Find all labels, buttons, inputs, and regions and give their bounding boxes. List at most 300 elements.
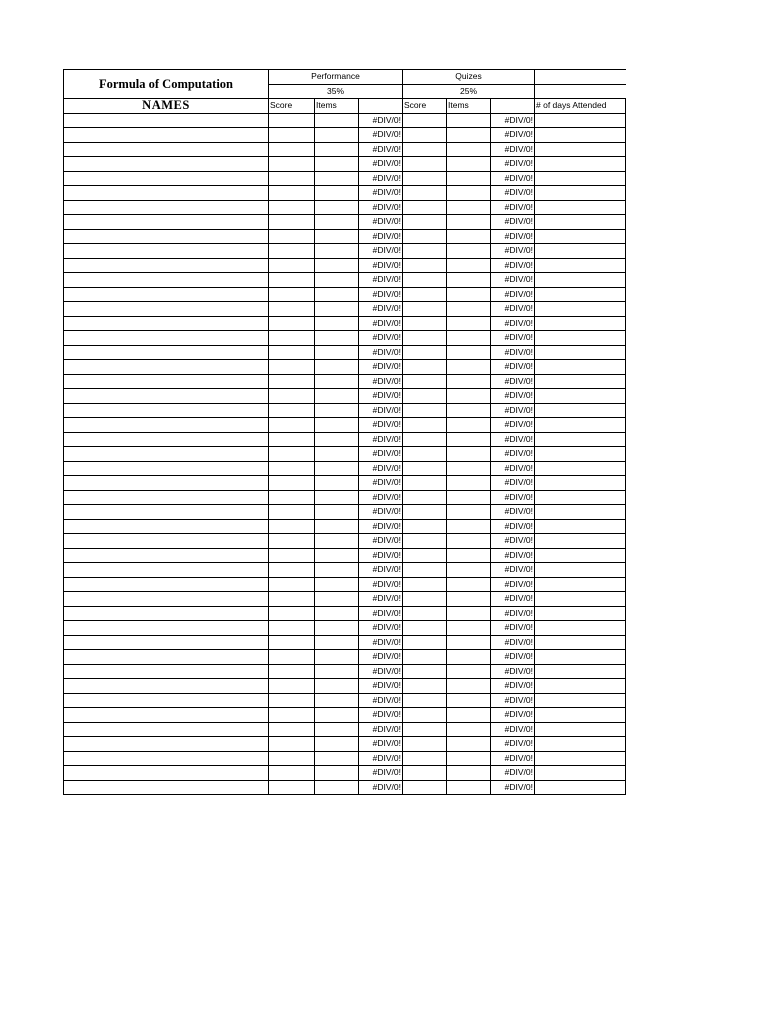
- quizes-score-cell[interactable]: [403, 403, 447, 418]
- performance-result-cell[interactable]: #DIV/0!: [359, 490, 403, 505]
- quizes-result-cell[interactable]: #DIV/0!: [491, 389, 535, 404]
- performance-result-cell[interactable]: #DIV/0!: [359, 505, 403, 520]
- performance-items-cell[interactable]: [315, 563, 359, 578]
- quizes-score-cell[interactable]: [403, 780, 447, 795]
- student-name-cell[interactable]: [64, 751, 269, 766]
- performance-items-cell[interactable]: [315, 273, 359, 288]
- performance-result-cell[interactable]: #DIV/0!: [359, 476, 403, 491]
- quizes-result-cell[interactable]: #DIV/0!: [491, 635, 535, 650]
- quizes-result-cell[interactable]: #DIV/0!: [491, 142, 535, 157]
- student-name-cell[interactable]: [64, 621, 269, 636]
- quizes-score-cell[interactable]: [403, 186, 447, 201]
- performance-items-cell[interactable]: [315, 679, 359, 694]
- performance-result-cell[interactable]: #DIV/0!: [359, 244, 403, 259]
- performance-score-cell[interactable]: [269, 186, 315, 201]
- performance-items-cell[interactable]: [315, 476, 359, 491]
- performance-score-cell[interactable]: [269, 650, 315, 665]
- quizes-score-cell[interactable]: [403, 171, 447, 186]
- quizes-items-cell[interactable]: [447, 389, 491, 404]
- performance-score-cell[interactable]: [269, 229, 315, 244]
- quizes-items-cell[interactable]: [447, 403, 491, 418]
- performance-items-cell[interactable]: [315, 722, 359, 737]
- student-name-cell[interactable]: [64, 490, 269, 505]
- days-attended-cell[interactable]: [535, 548, 626, 563]
- student-name-cell[interactable]: [64, 229, 269, 244]
- performance-score-cell[interactable]: [269, 708, 315, 723]
- quizes-score-cell[interactable]: [403, 229, 447, 244]
- quizes-result-cell[interactable]: #DIV/0!: [491, 447, 535, 462]
- performance-score-cell[interactable]: [269, 331, 315, 346]
- performance-result-cell[interactable]: #DIV/0!: [359, 403, 403, 418]
- quizes-items-cell[interactable]: [447, 722, 491, 737]
- quizes-score-cell[interactable]: [403, 345, 447, 360]
- student-name-cell[interactable]: [64, 360, 269, 375]
- performance-result-cell[interactable]: #DIV/0!: [359, 128, 403, 143]
- days-attended-cell[interactable]: [535, 490, 626, 505]
- performance-score-cell[interactable]: [269, 215, 315, 230]
- quizes-result-cell[interactable]: #DIV/0!: [491, 331, 535, 346]
- performance-result-cell[interactable]: #DIV/0!: [359, 606, 403, 621]
- student-name-cell[interactable]: [64, 171, 269, 186]
- performance-score-cell[interactable]: [269, 273, 315, 288]
- performance-score-cell[interactable]: [269, 316, 315, 331]
- quizes-score-cell[interactable]: [403, 418, 447, 433]
- quizes-score-cell[interactable]: [403, 374, 447, 389]
- days-attended-cell[interactable]: [535, 534, 626, 549]
- quizes-score-cell[interactable]: [403, 244, 447, 259]
- student-name-cell[interactable]: [64, 258, 269, 273]
- quizes-items-cell[interactable]: [447, 316, 491, 331]
- student-name-cell[interactable]: [64, 389, 269, 404]
- quizes-score-cell[interactable]: [403, 534, 447, 549]
- performance-score-cell[interactable]: [269, 635, 315, 650]
- performance-result-cell[interactable]: #DIV/0!: [359, 287, 403, 302]
- performance-items-cell[interactable]: [315, 345, 359, 360]
- days-attended-cell[interactable]: [535, 113, 626, 128]
- performance-result-cell[interactable]: #DIV/0!: [359, 679, 403, 694]
- quizes-items-cell[interactable]: [447, 693, 491, 708]
- performance-items-cell[interactable]: [315, 432, 359, 447]
- quizes-score-cell[interactable]: [403, 679, 447, 694]
- days-attended-cell[interactable]: [535, 606, 626, 621]
- quizes-items-cell[interactable]: [447, 679, 491, 694]
- quizes-items-cell[interactable]: [447, 374, 491, 389]
- quizes-group-header[interactable]: Quizes: [403, 70, 535, 85]
- quizes-score-cell[interactable]: [403, 316, 447, 331]
- performance-score-cell[interactable]: [269, 113, 315, 128]
- days-attended-cell[interactable]: [535, 519, 626, 534]
- quizes-result-cell[interactable]: #DIV/0!: [491, 157, 535, 172]
- quizes-score-cell[interactable]: [403, 577, 447, 592]
- quizes-result-cell[interactable]: #DIV/0!: [491, 737, 535, 752]
- quizes-result-cell[interactable]: #DIV/0!: [491, 751, 535, 766]
- quizes-items-cell[interactable]: [447, 432, 491, 447]
- quizes-score-cell[interactable]: [403, 273, 447, 288]
- student-name-cell[interactable]: [64, 708, 269, 723]
- performance-items-cell[interactable]: [315, 128, 359, 143]
- quizes-result-cell[interactable]: #DIV/0!: [491, 650, 535, 665]
- performance-score-cell[interactable]: [269, 302, 315, 317]
- quizes-score-cell[interactable]: [403, 432, 447, 447]
- performance-score-cell[interactable]: [269, 142, 315, 157]
- quizes-items-cell[interactable]: [447, 461, 491, 476]
- quizes-items-cell[interactable]: [447, 273, 491, 288]
- quizes-items-cell[interactable]: [447, 345, 491, 360]
- days-attended-cell[interactable]: [535, 331, 626, 346]
- performance-items-cell[interactable]: [315, 635, 359, 650]
- days-attended-cell[interactable]: [535, 287, 626, 302]
- performance-items-cell[interactable]: [315, 360, 359, 375]
- quizes-score-cell[interactable]: [403, 606, 447, 621]
- student-name-cell[interactable]: [64, 577, 269, 592]
- quizes-items-cell[interactable]: [447, 287, 491, 302]
- quizes-result-cell[interactable]: #DIV/0!: [491, 621, 535, 636]
- quizes-result-cell[interactable]: #DIV/0!: [491, 403, 535, 418]
- performance-result-cell[interactable]: #DIV/0!: [359, 650, 403, 665]
- quizes-items-cell[interactable]: [447, 592, 491, 607]
- performance-items-cell[interactable]: [315, 766, 359, 781]
- performance-result-cell[interactable]: #DIV/0!: [359, 519, 403, 534]
- performance-score-cell[interactable]: [269, 403, 315, 418]
- days-attended-cell[interactable]: [535, 128, 626, 143]
- days-attended-cell[interactable]: [535, 563, 626, 578]
- days-attended-cell[interactable]: [535, 461, 626, 476]
- days-attended-cell[interactable]: [535, 258, 626, 273]
- quizes-result-cell[interactable]: #DIV/0!: [491, 664, 535, 679]
- performance-items-cell[interactable]: [315, 331, 359, 346]
- performance-score-cell[interactable]: [269, 780, 315, 795]
- days-attended-cell[interactable]: [535, 302, 626, 317]
- quizes-score-cell[interactable]: [403, 113, 447, 128]
- student-name-cell[interactable]: [64, 200, 269, 215]
- student-name-cell[interactable]: [64, 650, 269, 665]
- student-name-cell[interactable]: [64, 447, 269, 462]
- performance-result-cell[interactable]: #DIV/0!: [359, 577, 403, 592]
- performance-result-cell[interactable]: #DIV/0!: [359, 273, 403, 288]
- quizes-items-cell[interactable]: [447, 635, 491, 650]
- performance-result-cell[interactable]: #DIV/0!: [359, 780, 403, 795]
- quizes-result-cell[interactable]: #DIV/0!: [491, 171, 535, 186]
- quizes-result-cell[interactable]: #DIV/0!: [491, 693, 535, 708]
- performance-items-header[interactable]: Items: [315, 99, 359, 114]
- student-name-cell[interactable]: [64, 345, 269, 360]
- days-attended-cell[interactable]: [535, 447, 626, 462]
- student-name-cell[interactable]: [64, 505, 269, 520]
- student-name-cell[interactable]: [64, 142, 269, 157]
- student-name-cell[interactable]: [64, 316, 269, 331]
- student-name-cell[interactable]: [64, 113, 269, 128]
- days-attended-cell[interactable]: [535, 505, 626, 520]
- days-attended-cell[interactable]: [535, 403, 626, 418]
- days-attended-cell[interactable]: [535, 780, 626, 795]
- performance-items-cell[interactable]: [315, 737, 359, 752]
- quizes-items-cell[interactable]: [447, 563, 491, 578]
- days-attended-cell[interactable]: [535, 621, 626, 636]
- days-attended-cell[interactable]: [535, 476, 626, 491]
- performance-score-cell[interactable]: [269, 476, 315, 491]
- performance-result-cell[interactable]: #DIV/0!: [359, 171, 403, 186]
- quizes-items-cell[interactable]: [447, 171, 491, 186]
- performance-result-cell[interactable]: #DIV/0!: [359, 722, 403, 737]
- performance-score-cell[interactable]: [269, 548, 315, 563]
- quizes-items-cell[interactable]: [447, 447, 491, 462]
- performance-result-cell[interactable]: #DIV/0!: [359, 751, 403, 766]
- quizes-items-cell[interactable]: [447, 766, 491, 781]
- days-attended-cell[interactable]: [535, 157, 626, 172]
- days-attended-cell[interactable]: [535, 200, 626, 215]
- performance-result-cell[interactable]: #DIV/0!: [359, 548, 403, 563]
- performance-result-cell[interactable]: #DIV/0!: [359, 142, 403, 157]
- performance-items-cell[interactable]: [315, 258, 359, 273]
- quizes-score-cell[interactable]: [403, 287, 447, 302]
- performance-weight[interactable]: 35%: [269, 84, 403, 99]
- performance-result-cell[interactable]: #DIV/0!: [359, 461, 403, 476]
- quizes-items-cell[interactable]: [447, 577, 491, 592]
- quizes-items-header[interactable]: Items: [447, 99, 491, 114]
- quizes-result-cell[interactable]: #DIV/0!: [491, 490, 535, 505]
- quizes-score-cell[interactable]: [403, 200, 447, 215]
- quizes-score-cell[interactable]: [403, 766, 447, 781]
- quizes-items-cell[interactable]: [447, 258, 491, 273]
- days-attended-cell[interactable]: [535, 751, 626, 766]
- quizes-result-cell[interactable]: #DIV/0!: [491, 563, 535, 578]
- student-name-cell[interactable]: [64, 664, 269, 679]
- performance-items-cell[interactable]: [315, 650, 359, 665]
- quizes-items-cell[interactable]: [447, 780, 491, 795]
- performance-items-cell[interactable]: [315, 505, 359, 520]
- performance-result-cell[interactable]: #DIV/0!: [359, 737, 403, 752]
- quizes-result-cell[interactable]: #DIV/0!: [491, 432, 535, 447]
- performance-items-cell[interactable]: [315, 200, 359, 215]
- student-name-cell[interactable]: [64, 476, 269, 491]
- student-name-cell[interactable]: [64, 534, 269, 549]
- performance-result-cell[interactable]: #DIV/0!: [359, 635, 403, 650]
- performance-result-header[interactable]: [359, 99, 403, 114]
- student-name-cell[interactable]: [64, 548, 269, 563]
- performance-result-cell[interactable]: #DIV/0!: [359, 360, 403, 375]
- quizes-result-cell[interactable]: #DIV/0!: [491, 113, 535, 128]
- days-attended-cell[interactable]: [535, 635, 626, 650]
- performance-result-cell[interactable]: #DIV/0!: [359, 215, 403, 230]
- performance-items-cell[interactable]: [315, 186, 359, 201]
- performance-result-cell[interactable]: #DIV/0!: [359, 432, 403, 447]
- performance-score-cell[interactable]: [269, 693, 315, 708]
- days-attended-cell[interactable]: [535, 737, 626, 752]
- student-name-cell[interactable]: [64, 302, 269, 317]
- quizes-result-cell[interactable]: #DIV/0!: [491, 374, 535, 389]
- quizes-result-cell[interactable]: #DIV/0!: [491, 461, 535, 476]
- performance-score-cell[interactable]: [269, 751, 315, 766]
- student-name-cell[interactable]: [64, 374, 269, 389]
- performance-items-cell[interactable]: [315, 171, 359, 186]
- quizes-items-cell[interactable]: [447, 519, 491, 534]
- performance-result-cell[interactable]: #DIV/0!: [359, 389, 403, 404]
- performance-items-cell[interactable]: [315, 621, 359, 636]
- quizes-score-header[interactable]: Score: [403, 99, 447, 114]
- performance-items-cell[interactable]: [315, 142, 359, 157]
- quizes-score-cell[interactable]: [403, 635, 447, 650]
- quizes-result-cell[interactable]: #DIV/0!: [491, 316, 535, 331]
- quizes-score-cell[interactable]: [403, 331, 447, 346]
- performance-result-cell[interactable]: #DIV/0!: [359, 693, 403, 708]
- quizes-items-cell[interactable]: [447, 186, 491, 201]
- days-attended-cell[interactable]: [535, 374, 626, 389]
- quizes-score-cell[interactable]: [403, 258, 447, 273]
- performance-result-cell[interactable]: #DIV/0!: [359, 563, 403, 578]
- performance-score-cell[interactable]: [269, 200, 315, 215]
- performance-score-cell[interactable]: [269, 447, 315, 462]
- performance-score-cell[interactable]: [269, 505, 315, 520]
- performance-result-cell[interactable]: #DIV/0!: [359, 621, 403, 636]
- days-attended-cell[interactable]: [535, 229, 626, 244]
- student-name-cell[interactable]: [64, 563, 269, 578]
- performance-items-cell[interactable]: [315, 287, 359, 302]
- performance-score-cell[interactable]: [269, 519, 315, 534]
- performance-items-cell[interactable]: [315, 447, 359, 462]
- days-attended-cell[interactable]: [535, 360, 626, 375]
- quizes-score-cell[interactable]: [403, 592, 447, 607]
- student-name-cell[interactable]: [64, 244, 269, 259]
- quizes-result-cell[interactable]: #DIV/0!: [491, 229, 535, 244]
- performance-items-cell[interactable]: [315, 389, 359, 404]
- quizes-result-cell[interactable]: #DIV/0!: [491, 577, 535, 592]
- quizes-items-cell[interactable]: [447, 650, 491, 665]
- quizes-score-cell[interactable]: [403, 519, 447, 534]
- quizes-items-cell[interactable]: [447, 244, 491, 259]
- quizes-score-cell[interactable]: [403, 128, 447, 143]
- quizes-items-cell[interactable]: [447, 229, 491, 244]
- days-attended-cell[interactable]: [535, 577, 626, 592]
- student-name-cell[interactable]: [64, 331, 269, 346]
- performance-score-cell[interactable]: [269, 389, 315, 404]
- performance-items-cell[interactable]: [315, 708, 359, 723]
- quizes-items-cell[interactable]: [447, 534, 491, 549]
- quizes-score-cell[interactable]: [403, 360, 447, 375]
- days-attended-header[interactable]: # of days Attended: [535, 99, 626, 114]
- performance-items-cell[interactable]: [315, 461, 359, 476]
- days-attended-cell[interactable]: [535, 722, 626, 737]
- quizes-items-cell[interactable]: [447, 128, 491, 143]
- quizes-items-cell[interactable]: [447, 548, 491, 563]
- quizes-result-cell[interactable]: #DIV/0!: [491, 128, 535, 143]
- quizes-score-cell[interactable]: [403, 708, 447, 723]
- quizes-score-cell[interactable]: [403, 751, 447, 766]
- quizes-items-cell[interactable]: [447, 664, 491, 679]
- student-name-cell[interactable]: [64, 519, 269, 534]
- student-name-cell[interactable]: [64, 186, 269, 201]
- quizes-items-cell[interactable]: [447, 606, 491, 621]
- quizes-result-cell[interactable]: #DIV/0!: [491, 215, 535, 230]
- attendance-weight[interactable]: [535, 84, 626, 99]
- performance-result-cell[interactable]: #DIV/0!: [359, 592, 403, 607]
- days-attended-cell[interactable]: [535, 418, 626, 433]
- student-name-cell[interactable]: [64, 461, 269, 476]
- days-attended-cell[interactable]: [535, 273, 626, 288]
- quizes-result-cell[interactable]: #DIV/0!: [491, 766, 535, 781]
- student-name-cell[interactable]: [64, 693, 269, 708]
- performance-items-cell[interactable]: [315, 490, 359, 505]
- performance-score-cell[interactable]: [269, 592, 315, 607]
- performance-result-cell[interactable]: #DIV/0!: [359, 374, 403, 389]
- days-attended-cell[interactable]: [535, 766, 626, 781]
- performance-score-cell[interactable]: [269, 171, 315, 186]
- quizes-score-cell[interactable]: [403, 461, 447, 476]
- performance-result-cell[interactable]: #DIV/0!: [359, 708, 403, 723]
- performance-result-cell[interactable]: #DIV/0!: [359, 664, 403, 679]
- quizes-score-cell[interactable]: [403, 389, 447, 404]
- student-name-cell[interactable]: [64, 679, 269, 694]
- student-name-cell[interactable]: [64, 766, 269, 781]
- days-attended-cell[interactable]: [535, 708, 626, 723]
- performance-items-cell[interactable]: [315, 316, 359, 331]
- student-name-cell[interactable]: [64, 635, 269, 650]
- quizes-score-cell[interactable]: [403, 447, 447, 462]
- performance-items-cell[interactable]: [315, 577, 359, 592]
- days-attended-cell[interactable]: [535, 186, 626, 201]
- quizes-items-cell[interactable]: [447, 157, 491, 172]
- quizes-score-cell[interactable]: [403, 563, 447, 578]
- quizes-result-cell[interactable]: #DIV/0!: [491, 708, 535, 723]
- performance-score-cell[interactable]: [269, 244, 315, 259]
- performance-score-cell[interactable]: [269, 664, 315, 679]
- quizes-score-cell[interactable]: [403, 157, 447, 172]
- quizes-items-cell[interactable]: [447, 142, 491, 157]
- performance-result-cell[interactable]: #DIV/0!: [359, 534, 403, 549]
- quizes-items-cell[interactable]: [447, 215, 491, 230]
- student-name-cell[interactable]: [64, 606, 269, 621]
- performance-items-cell[interactable]: [315, 693, 359, 708]
- quizes-score-cell[interactable]: [403, 650, 447, 665]
- performance-score-cell[interactable]: [269, 621, 315, 636]
- performance-score-cell[interactable]: [269, 606, 315, 621]
- quizes-items-cell[interactable]: [447, 113, 491, 128]
- quizes-score-cell[interactable]: [403, 142, 447, 157]
- quizes-result-cell[interactable]: #DIV/0!: [491, 606, 535, 621]
- performance-score-cell[interactable]: [269, 374, 315, 389]
- performance-items-cell[interactable]: [315, 664, 359, 679]
- performance-score-cell[interactable]: [269, 157, 315, 172]
- performance-items-cell[interactable]: [315, 534, 359, 549]
- performance-result-cell[interactable]: #DIV/0!: [359, 418, 403, 433]
- quizes-score-cell[interactable]: [403, 664, 447, 679]
- student-name-cell[interactable]: [64, 592, 269, 607]
- quizes-result-cell[interactable]: #DIV/0!: [491, 548, 535, 563]
- performance-result-cell[interactable]: #DIV/0!: [359, 345, 403, 360]
- quizes-result-cell[interactable]: #DIV/0!: [491, 287, 535, 302]
- student-name-cell[interactable]: [64, 418, 269, 433]
- quizes-result-cell[interactable]: #DIV/0!: [491, 592, 535, 607]
- performance-result-cell[interactable]: #DIV/0!: [359, 200, 403, 215]
- student-name-cell[interactable]: [64, 215, 269, 230]
- quizes-items-cell[interactable]: [447, 331, 491, 346]
- performance-score-cell[interactable]: [269, 766, 315, 781]
- quizes-score-cell[interactable]: [403, 505, 447, 520]
- performance-score-cell[interactable]: [269, 490, 315, 505]
- quizes-score-cell[interactable]: [403, 302, 447, 317]
- student-name-cell[interactable]: [64, 737, 269, 752]
- quizes-result-cell[interactable]: #DIV/0!: [491, 273, 535, 288]
- performance-score-cell[interactable]: [269, 722, 315, 737]
- performance-result-cell[interactable]: #DIV/0!: [359, 229, 403, 244]
- performance-items-cell[interactable]: [315, 113, 359, 128]
- quizes-items-cell[interactable]: [447, 505, 491, 520]
- performance-result-cell[interactable]: #DIV/0!: [359, 113, 403, 128]
- student-name-cell[interactable]: [64, 157, 269, 172]
- quizes-score-cell[interactable]: [403, 476, 447, 491]
- quizes-items-cell[interactable]: [447, 476, 491, 491]
- quizes-score-cell[interactable]: [403, 722, 447, 737]
- performance-score-cell[interactable]: [269, 534, 315, 549]
